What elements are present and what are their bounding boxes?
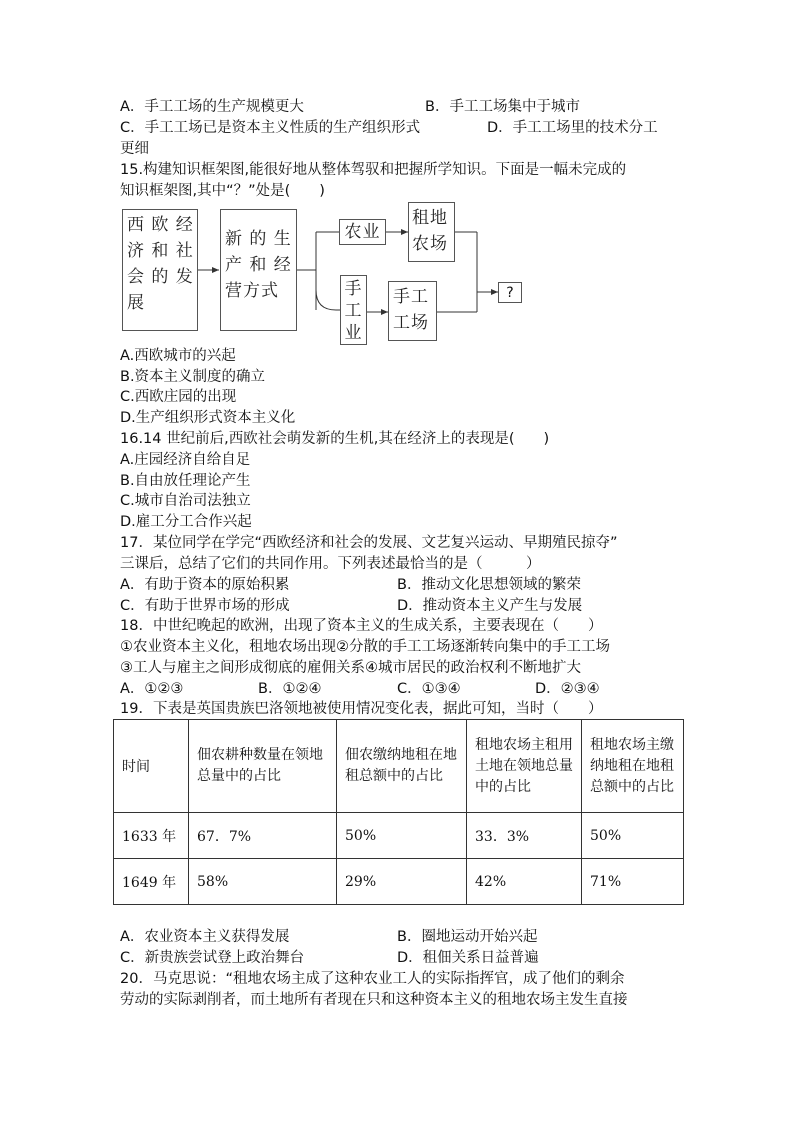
table-row: [114, 859, 684, 905]
row2-tenant-land: 58%: [189, 859, 337, 905]
q14-option-a: A．手工工场的生产规模更大: [120, 99, 304, 115]
box-new-production-mode: [220, 209, 297, 331]
box-leased-farm: [408, 202, 455, 262]
q16-stem: 16.14 世纪前后,西欧社会萌发新的生机,其在经济上的表现是( ): [120, 431, 550, 447]
q16-option-a: A.庄园经济自给自足: [120, 452, 251, 468]
q19-option-b: B．圈地运动开始兴起: [397, 929, 538, 945]
box1-line-3: 会 的 发: [127, 267, 194, 287]
box1-line-4: 展: [127, 293, 145, 313]
q15-option-b: B.资本主义制度的确立: [120, 369, 266, 385]
q14-option-d-continued: 更细: [120, 141, 149, 157]
q17-stem-line-2: 三课后，总结了它们的共同作用。下列表述最恰当的是（ ）: [120, 556, 541, 572]
box1-line-2: 济 和 社: [127, 241, 194, 261]
row1-farmer-land: 33．3%: [467, 813, 582, 859]
farm-line-2: 农场: [412, 234, 448, 254]
q19-stem: 19．下表是英国贵族巴洛领地被使用情况变化表，据此可知，当时（ ）: [120, 701, 603, 717]
row2-time: 1649 年: [114, 859, 189, 905]
craft-line-1: 手: [344, 279, 363, 299]
q17-option-a: A．有助于资本的原始积累: [120, 577, 290, 593]
q15-stem-line-1: 15.构建知识框架图,能很好地从整体驾驭和把握所学知识。下面是一幅未完成的: [120, 162, 627, 178]
row1-farmer-rent: 50%: [582, 813, 684, 859]
q19-option-d: D．租佃关系日益普遍: [397, 950, 539, 966]
header-tenant-land-share: 佃农耕种数量在领地总量中的占比: [189, 720, 337, 813]
q14-option-c: C．手工工场已是资本主义性质的生产组织形式: [120, 120, 421, 136]
q17-option-c: C．有助于世界市场的形成: [120, 598, 290, 614]
q16-option-d: D.雇工分工合作兴起: [120, 514, 252, 530]
row2-farmer-rent: 71%: [582, 859, 684, 905]
header-time: 时间: [114, 720, 189, 813]
q19-table: [113, 719, 684, 905]
workshop-line-2: 工场: [393, 313, 429, 333]
q18-stem: 18．中世纪晚起的欧洲，出现了资本主义的生成关系，主要表现在（ ）: [120, 618, 603, 634]
q18-option-c: C．①③④: [397, 681, 461, 697]
box2-line-1: 新 的 生: [225, 229, 292, 249]
q14-option-b: B．手工工场集中于城市: [425, 99, 580, 115]
table-row: [114, 813, 684, 859]
box-workshop: [388, 281, 437, 341]
q18-item-line-2: ③工人与雇主之间形成彻底的雇佣关系④城市居民的政治权利不断地扩大: [120, 660, 581, 676]
box2-line-3: 营方式: [225, 281, 279, 301]
q18-option-b: B．①②④: [258, 681, 322, 697]
box-agriculture: 农业: [339, 219, 386, 245]
box-handicraft: [340, 275, 367, 345]
table-header-row: [114, 720, 684, 813]
q15-option-d: D.生产组织形式资本主义化: [120, 410, 296, 426]
q16-option-b: B.自由放任理论产生: [120, 473, 251, 489]
q16-option-c: C.城市自治司法独立: [120, 493, 251, 509]
craft-line-3: 业: [344, 323, 363, 343]
q17-option-b: B．推动文化思想领域的繁荣: [397, 577, 581, 593]
row2-tenant-rent: 29%: [337, 859, 467, 905]
row2-farmer-land: 42%: [467, 859, 582, 905]
farm-line-1: 租地: [412, 208, 448, 228]
header-tenant-rent-share: 佃农缴纳地租在地租总额中的占比: [337, 720, 467, 813]
box1-line-1: 西 欧 经: [127, 215, 194, 235]
header-farmer-rent-share: 租地农场主缴纳地租在地租总额中的占比: [582, 720, 684, 813]
q15-option-a: A.西欧城市的兴起: [120, 348, 236, 364]
q19-option-c: C．新贵族尝试登上政治舞台: [120, 950, 305, 966]
header-farmer-land-share: 租地农场主租用土地在领地总量中的占比: [467, 720, 582, 813]
q14-option-d: D．手工工场里的技术分工: [487, 120, 658, 136]
row1-tenant-land: 67．7%: [189, 813, 337, 859]
box-question-mark: ?: [498, 282, 522, 303]
box2-line-2: 产 和 经: [225, 255, 292, 275]
q18-item-line-1: ①农业资本主义化，租地农场出现②分散的手工工场逐渐转向集中的手工工场: [120, 639, 610, 655]
workshop-line-1: 手工: [393, 287, 429, 307]
craft-line-2: 工: [344, 301, 363, 321]
q17-option-d: D．推动资本主义产生与发展: [397, 598, 583, 614]
q18-option-a: A．①②③: [120, 681, 184, 697]
q20-stem-line-2: 劳动的实际剥削者，而土地所有者现在只和这种资本主义的租地农场主发生直接: [120, 992, 628, 1008]
q15-stem-line-2: 知识框架图,其中“？”处是( ): [120, 183, 325, 199]
box-western-europe-development: [122, 209, 198, 331]
q17-stem-line-1: 17．某位同学在学完“西欧经济和社会的发展、文艺复兴运动、早期殖民掠夺”: [120, 535, 618, 551]
q20-stem-line-1: 20．马克思说：“租地农场主成了这种农业工人的实际指挥官，成了他们的剩余: [120, 971, 625, 987]
q19-option-a: A．农业资本主义获得发展: [120, 929, 290, 945]
q15-option-c: C.西欧庄园的出现: [120, 389, 237, 405]
q18-option-d: D．②③④: [535, 681, 600, 697]
row1-time: 1633 年: [114, 813, 189, 859]
row1-tenant-rent: 50%: [337, 813, 467, 859]
